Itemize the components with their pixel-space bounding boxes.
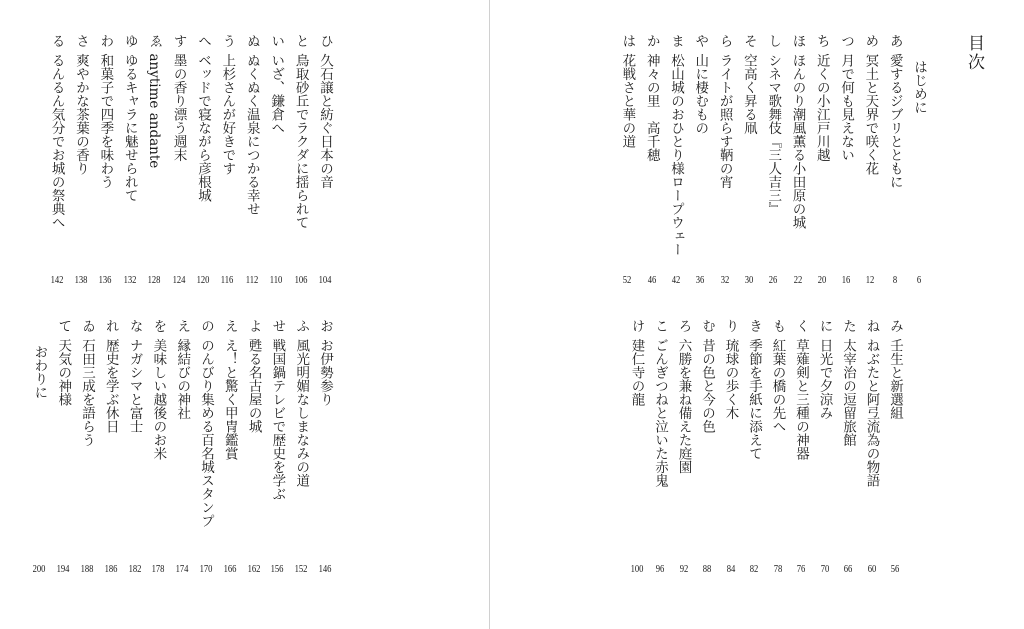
- toc-page-number: 100: [630, 563, 643, 575]
- toc-page-number: 26: [768, 274, 778, 286]
- toc-entry[interactable]: [173, 319, 191, 420]
- toc-entry-title: ねぶたと阿弖流為の物語: [863, 338, 880, 487]
- toc-entry[interactable]: [839, 319, 857, 447]
- toc-entry-kana: に: [816, 319, 833, 333]
- toc-entry-kana: た: [840, 319, 856, 333]
- toc-page-number: 106: [294, 274, 308, 286]
- toc-entry-title: anytime andante: [146, 53, 163, 169]
- toc-entry-kana: れ: [102, 319, 119, 333]
- toc-page-number: 60: [867, 563, 876, 575]
- toc-entry[interactable]: [628, 319, 646, 406]
- toc-entry[interactable]: [643, 34, 661, 162]
- toc-entry-kana: ろ: [675, 319, 692, 333]
- toc-entry[interactable]: [764, 34, 782, 216]
- toc-entry-kana: ゑ: [146, 34, 163, 48]
- toc-page-number: 110: [269, 274, 283, 286]
- toc-entry[interactable]: [910, 34, 928, 114]
- toc-entry[interactable]: [102, 319, 120, 433]
- toc-entry-title: 壬生と新選組: [887, 338, 903, 420]
- toc-page-number: 174: [175, 563, 189, 575]
- toc-entry[interactable]: [745, 319, 763, 460]
- toc-entry-kana: め: [862, 34, 879, 48]
- toc-entry-kana: ゆ: [121, 34, 138, 48]
- toc-page-number: 142: [50, 274, 64, 286]
- toc-page-number: 56: [890, 563, 900, 575]
- toc-entry-kana: う: [219, 34, 236, 48]
- toc-entry-kana: は: [619, 34, 636, 48]
- toc-entry-title: 昔の色と今の色: [699, 338, 715, 433]
- toc-page-number: 124: [172, 274, 186, 286]
- toc-entry-title: 風光明媚なしまなみの道: [293, 338, 310, 487]
- toc-entry-kana: よ: [245, 319, 262, 333]
- toc-entry-kana: あ: [886, 34, 903, 48]
- toc-entry[interactable]: [48, 34, 66, 229]
- toc-entry-title: ぬくぬく温泉につかる幸せ: [243, 53, 260, 216]
- toc-entry[interactable]: [54, 319, 72, 406]
- toc-entry-kana: ま: [668, 34, 684, 48]
- toc-entry[interactable]: [292, 34, 310, 229]
- toc-entry-kana: の: [198, 319, 214, 333]
- toc-entry-kana: ふ: [293, 319, 310, 333]
- toc-entry[interactable]: [789, 34, 807, 229]
- toc-page-number: 32: [720, 274, 729, 286]
- toc-page-number: 188: [80, 563, 94, 575]
- toc-entry[interactable]: [651, 319, 669, 487]
- toc-entry[interactable]: [145, 34, 163, 168]
- toc-page-number: 120: [196, 274, 210, 286]
- toc-entry-kana: ひ: [317, 34, 333, 48]
- toc-entry-title: 琉球の歩く木: [722, 338, 739, 420]
- toc-page-number: 128: [147, 274, 161, 286]
- toc-entry-title: 美味しい越後のお米: [150, 338, 167, 460]
- toc-entry-title: 空高く昇る凧: [740, 53, 757, 135]
- toc-entry-title: 神々の里 高千穂: [643, 53, 660, 162]
- toc-entry-kana: り: [722, 319, 739, 333]
- toc-entry[interactable]: [170, 34, 188, 162]
- toc-entry-title: ゆるキャラに魅せられて: [121, 53, 138, 202]
- toc-entry-title: え！と驚く甲冑鑑賞: [221, 338, 238, 460]
- toc-entry[interactable]: [675, 319, 693, 474]
- toc-entry[interactable]: [243, 34, 261, 216]
- toc-entry-title: のんびり集める百名城スタンプ: [198, 338, 214, 528]
- toc-entry-title: シネマ歌舞伎『三人吉三』: [765, 53, 782, 216]
- toc-entry[interactable]: [30, 319, 48, 399]
- toc-entry-title: 六勝を兼ね備えた庭園: [675, 338, 692, 474]
- toc-entry-kana: し: [765, 34, 782, 48]
- toc-entry-title: 上杉さんが好きです: [219, 53, 236, 175]
- toc-page-number: 146: [318, 563, 332, 575]
- toc-page-number: 96: [655, 563, 665, 575]
- toc-entry[interactable]: [96, 34, 114, 189]
- toc-entry[interactable]: [861, 34, 879, 175]
- toc-page-number: 136: [98, 274, 112, 286]
- toc-page-number: 186: [104, 563, 118, 575]
- toc-page-number: 82: [749, 563, 759, 575]
- toc-page-number: 84: [726, 563, 735, 575]
- toc-entry[interactable]: [716, 34, 734, 189]
- toc-page-number: 112: [245, 274, 259, 286]
- toc-entry-title: 久石譲と紡ぐ日本の音: [317, 53, 333, 189]
- toc-entry-kana: き: [746, 319, 762, 333]
- toc-page-number: 36: [696, 274, 705, 286]
- toc-entry[interactable]: [667, 34, 685, 256]
- toc-entry[interactable]: [816, 319, 834, 420]
- toc-entry[interactable]: [769, 319, 787, 433]
- toc-page-number: 132: [123, 274, 137, 286]
- toc-page-number: 116: [221, 274, 234, 286]
- toc-entry-title: ナガシマと富士: [126, 338, 143, 433]
- toc-page-number: 138: [74, 274, 88, 286]
- toc-entry-kana: つ: [838, 34, 855, 48]
- toc-page-number: 104: [318, 274, 332, 286]
- toc-entry[interactable]: [316, 319, 334, 406]
- toc-page-number: 52: [623, 274, 632, 286]
- toc-entry-kana: か: [643, 34, 660, 48]
- toc-page-number: 166: [223, 563, 237, 575]
- toc-entry-kana: む: [699, 319, 715, 333]
- toc-entry[interactable]: [863, 319, 881, 487]
- toc-entry[interactable]: [316, 34, 334, 189]
- toc-entry-title: おわりに: [31, 345, 48, 399]
- toc-entry-kana: へ: [195, 34, 211, 48]
- toc-entry-title: 鳥取砂丘でラクダに揺られて: [292, 53, 309, 229]
- toc-entry[interactable]: [698, 319, 716, 433]
- toc-entry-kana: と: [292, 34, 309, 48]
- toc-entry[interactable]: [267, 34, 285, 135]
- toc-entry-title: 季節を手紙に添えて: [746, 338, 762, 460]
- toc-entry-kana: せ: [269, 319, 286, 333]
- toc-page-number: 46: [647, 274, 656, 286]
- toc-entry[interactable]: [72, 34, 90, 175]
- toc-page-number: 170: [199, 563, 213, 575]
- toc-page-number: 30: [744, 274, 754, 286]
- toc-page-number: 200: [32, 563, 46, 575]
- toc-entry-title: ライトが照らす鞆の宵: [716, 53, 733, 189]
- toc-entry-title: ほんのり潮風薫る小田原の城: [789, 53, 806, 229]
- toc-page-number: 16: [841, 274, 851, 286]
- toc-entry[interactable]: [691, 34, 709, 135]
- toc-page-number: 12: [866, 274, 875, 286]
- toc-entry-title: 花戦さと華の道: [619, 53, 636, 148]
- toc-entry[interactable]: [792, 319, 810, 460]
- toc-entry-kana: ゐ: [79, 319, 95, 333]
- toc-entry-kana: み: [887, 319, 903, 333]
- toc-entry[interactable]: [722, 319, 740, 420]
- toc-entry-kana: も: [769, 319, 786, 333]
- toc-entry[interactable]: [813, 34, 831, 162]
- toc-page-number: 152: [294, 563, 308, 575]
- toc-entry-title: ごんぎつねと泣いた赤鬼: [652, 338, 668, 487]
- toc-entry-title: 天気の神様: [55, 338, 72, 406]
- toc-entry-title: 冥土と天界で咲く花: [862, 53, 879, 175]
- toc-entry[interactable]: [886, 34, 904, 189]
- toc-page-number: 6: [916, 274, 922, 286]
- toc-entry-kana: す: [170, 34, 187, 48]
- toc-entry[interactable]: [245, 319, 263, 433]
- toc-entry-kana: え: [174, 319, 191, 333]
- toc-page-number: 178: [151, 563, 165, 575]
- toc-entry-kana: ほ: [789, 34, 806, 48]
- toc-entry-title: はじめに: [911, 60, 927, 114]
- toc-entry-title: 甦る名古屋の城: [245, 338, 262, 433]
- toc-entry[interactable]: [197, 319, 215, 528]
- toc-entry-kana: ら: [716, 34, 733, 48]
- toc-entry[interactable]: [78, 319, 96, 447]
- toc-entry-title: 和菓子で四季を味わう: [97, 53, 114, 189]
- toc-entry-title: 縁結びの神社: [174, 338, 191, 420]
- toc-page-number: 42: [671, 274, 681, 286]
- toc-entry-title: 太宰治の逗留旅館: [840, 338, 856, 447]
- toc-entry-title: 松山城のおひとり様ロープウェー: [668, 53, 684, 256]
- toc-entry-title: 石田三成を語らう: [79, 338, 95, 447]
- toc-entry-kana: る: [48, 34, 65, 48]
- toc-entry[interactable]: [268, 319, 286, 501]
- toc-entry-kana: わ: [97, 34, 114, 48]
- toc-entry-title: 爽やかな茶葉の香り: [73, 53, 89, 175]
- toc-entry-title: 戦国鍋テレビで歴史を学ぶ: [269, 338, 286, 501]
- toc-entry-title: 山に棲むもの: [692, 53, 709, 135]
- toc-page-number: 76: [796, 563, 806, 575]
- toc-page-number: 70: [820, 563, 829, 575]
- toc-entry-kana: さ: [73, 34, 89, 48]
- toc-entry-title: いざ、鎌倉へ: [268, 53, 285, 135]
- toc-title: 目次: [964, 34, 984, 72]
- toc-entry-kana: け: [628, 319, 645, 333]
- toc-entry-kana: ね: [863, 319, 880, 333]
- toc-page-number: 182: [128, 563, 142, 575]
- toc-entry-title: 紅葉の橋の先へ: [769, 338, 786, 433]
- toc-entry-title: 愛するジブリとともに: [886, 53, 903, 189]
- toc-entry-title: 日光で夕涼み: [816, 338, 833, 420]
- toc-entry[interactable]: [194, 34, 212, 202]
- toc-page-number: 92: [679, 563, 688, 575]
- toc-entry-title: るんるん気分でお城の祭典へ: [48, 53, 65, 229]
- toc-entry[interactable]: [292, 319, 310, 487]
- toc-entry[interactable]: [218, 34, 236, 175]
- toc-entry-title: 草薙剣と三種の神器: [793, 338, 809, 460]
- toc-entry[interactable]: [121, 34, 139, 202]
- toc-entry-title: お伊勢参り: [317, 338, 333, 406]
- toc-page-number: 194: [56, 563, 70, 575]
- toc-entry-kana: く: [793, 319, 809, 333]
- toc-entry[interactable]: [886, 319, 904, 420]
- toc-entry-title: 墨の香り漂う週末: [170, 53, 187, 162]
- toc-page-number: 156: [270, 563, 284, 575]
- toc-entry[interactable]: [126, 319, 144, 433]
- toc-entry-kana: そ: [740, 34, 757, 48]
- toc-entry-kana: お: [317, 319, 333, 333]
- toc-page-number: 22: [793, 274, 802, 286]
- toc-entry-title: 建仁寺の龍: [628, 338, 645, 406]
- toc-page-number: 20: [817, 274, 827, 286]
- toc-entry-kana: て: [55, 319, 72, 333]
- toc-entry-kana: を: [150, 319, 167, 333]
- toc-entry-title: 近くの小江戸川越: [813, 53, 830, 162]
- toc-entry-kana: い: [268, 34, 285, 48]
- toc-page-number: 162: [247, 563, 261, 575]
- toc-entry-title: 月で何も見えない: [838, 53, 855, 162]
- toc-entry-kana: な: [126, 319, 143, 333]
- toc-entry[interactable]: [618, 34, 636, 148]
- toc-entry-kana: ち: [813, 34, 830, 48]
- toc-entry-title: ベッドで寝ながら彦根城: [195, 53, 211, 202]
- toc-page-number: 66: [843, 563, 853, 575]
- page-gutter: [489, 0, 490, 629]
- toc-entry-kana: こ: [652, 319, 668, 333]
- toc-page-number: 8: [892, 274, 897, 286]
- toc-entry[interactable]: [837, 34, 855, 162]
- toc-entry-kana: ぬ: [243, 34, 260, 48]
- toc-entry-kana: や: [692, 34, 709, 48]
- toc-entry[interactable]: [740, 34, 758, 135]
- toc-page-number: 78: [773, 563, 782, 575]
- toc-entry[interactable]: [221, 319, 239, 460]
- toc-page-number: 88: [702, 563, 712, 575]
- toc-entry-title: 歴史を学ぶ休日: [102, 338, 119, 433]
- toc-entry[interactable]: [149, 319, 167, 460]
- toc-entry-kana: え: [221, 319, 238, 333]
